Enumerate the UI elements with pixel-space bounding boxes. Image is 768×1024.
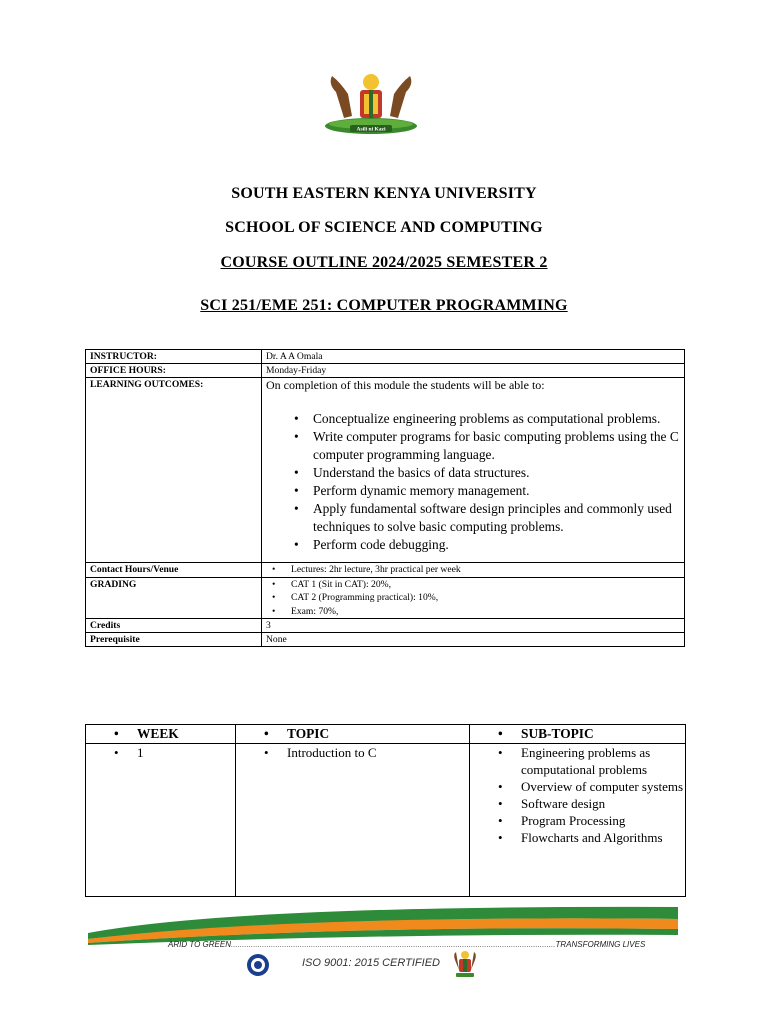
- course-outline-title: COURSE OUTLINE 2024/2025 SEMESTER 2: [220, 254, 548, 271]
- table-row: [86, 744, 686, 897]
- office-hours-value: Monday-Friday: [262, 364, 685, 378]
- outcome-item: • Perform dynamic memory management.: [266, 482, 680, 500]
- footer-slogan-line: ARID TO GREEN..................................................................................................................................................TRANSFORMING LIVES: [168, 940, 646, 949]
- contact-hours-row: [86, 563, 685, 578]
- subtopic-header-label: • SUB-TOPIC: [470, 725, 685, 742]
- office-hours-row: [86, 364, 685, 378]
- subtopic-list: [470, 744, 685, 846]
- contact-hours-item: • Lectures: 2hr lecture, 3hr practical per week: [266, 563, 680, 577]
- outcome-item: • Apply fundamental software design principles and commonly used techniques to solve basic computing problems.: [266, 500, 680, 536]
- grading-list: [266, 578, 680, 619]
- grading-row: [86, 577, 685, 619]
- footer-left-slogan: ARID TO GREEN: [168, 940, 231, 949]
- grading-item: • CAT 1 (Sit in CAT): 20%,: [266, 578, 680, 592]
- topic-cell: [236, 744, 470, 897]
- credits-value: 3: [262, 619, 685, 633]
- office-hours-label: OFFICE HOURS:: [86, 364, 262, 378]
- prerequisite-row: [86, 633, 685, 647]
- subtopic-item: • Engineering problems as computational problems: [470, 744, 685, 778]
- course-title: SCI 251/EME 251: COMPUTER PROGRAMMING: [200, 297, 568, 314]
- instructor-row: [86, 350, 685, 364]
- learning-outcomes-row: [86, 378, 685, 563]
- subtopic-item: • Software design: [470, 795, 685, 812]
- learning-outcomes-label: LEARNING OUTCOMES:: [86, 378, 262, 563]
- schedule-table: [85, 724, 686, 897]
- week-header: [86, 725, 236, 744]
- credits-row: [86, 619, 685, 633]
- footer-right-slogan: TRANSFORMING LIVES: [555, 940, 646, 949]
- prerequisite-label: Prerequisite: [86, 633, 262, 647]
- instructor-value: Dr. A A Omala: [262, 350, 685, 364]
- grading-cell: [262, 577, 685, 619]
- iso-certification-text: ISO 9001: 2015 CERTIFIED: [302, 957, 440, 969]
- credits-label: Credits: [86, 619, 262, 633]
- course-info-table: [85, 349, 685, 647]
- topic-value: • Introduction to C: [236, 744, 469, 761]
- week-value: • 1: [86, 744, 235, 761]
- topic-header-label: • TOPIC: [236, 725, 469, 742]
- subtopic-cell: [470, 744, 686, 897]
- subtopic-item: • Overview of computer systems: [470, 778, 685, 795]
- schedule-header-row: [86, 725, 686, 744]
- prerequisite-value: None: [262, 633, 685, 647]
- outcome-item: • Write computer programs for basic computing problems using the C computer programming language.: [266, 428, 680, 464]
- subtopic-item: • Flowcharts and Algorithms: [470, 829, 685, 846]
- contact-hours-list: [266, 563, 680, 577]
- outcome-item: • Understand the basics of data structures.: [266, 464, 680, 482]
- contact-hours-cell: [262, 563, 685, 578]
- week-header-label: • WEEK: [86, 725, 235, 742]
- university-name: SOUTH EASTERN KENYA UNIVERSITY: [231, 185, 537, 202]
- grading-item: • CAT 2 (Programming practical): 10%,: [266, 591, 680, 605]
- week-cell: [86, 744, 236, 897]
- footer-crest-icon: [453, 950, 477, 978]
- school-name: SCHOOL OF SCIENCE AND COMPUTING: [225, 219, 543, 236]
- topic-header: [236, 725, 470, 744]
- university-crest-logo: [322, 72, 420, 138]
- learning-outcomes-cell: [262, 378, 685, 563]
- outcome-item: • Perform code debugging.: [266, 536, 680, 554]
- iso-seal-icon: [246, 953, 270, 977]
- outcome-item: • Conceptualize engineering problems as computational problems.: [266, 410, 680, 428]
- grading-label: GRADING: [86, 577, 262, 619]
- footer-swoosh-band: [88, 903, 678, 945]
- outcomes-intro: On completion of this module the students will be able to:: [266, 378, 545, 392]
- instructor-label: INSTRUCTOR:: [86, 350, 262, 364]
- outcomes-list: [266, 410, 680, 554]
- subtopic-item: • Program Processing: [470, 812, 685, 829]
- contact-hours-label: Contact Hours/Venue: [86, 563, 262, 578]
- subtopic-header: [470, 725, 686, 744]
- grading-item: • Exam: 70%,: [266, 605, 680, 619]
- logo-motto-text: Asili ni Kazi: [356, 126, 386, 133]
